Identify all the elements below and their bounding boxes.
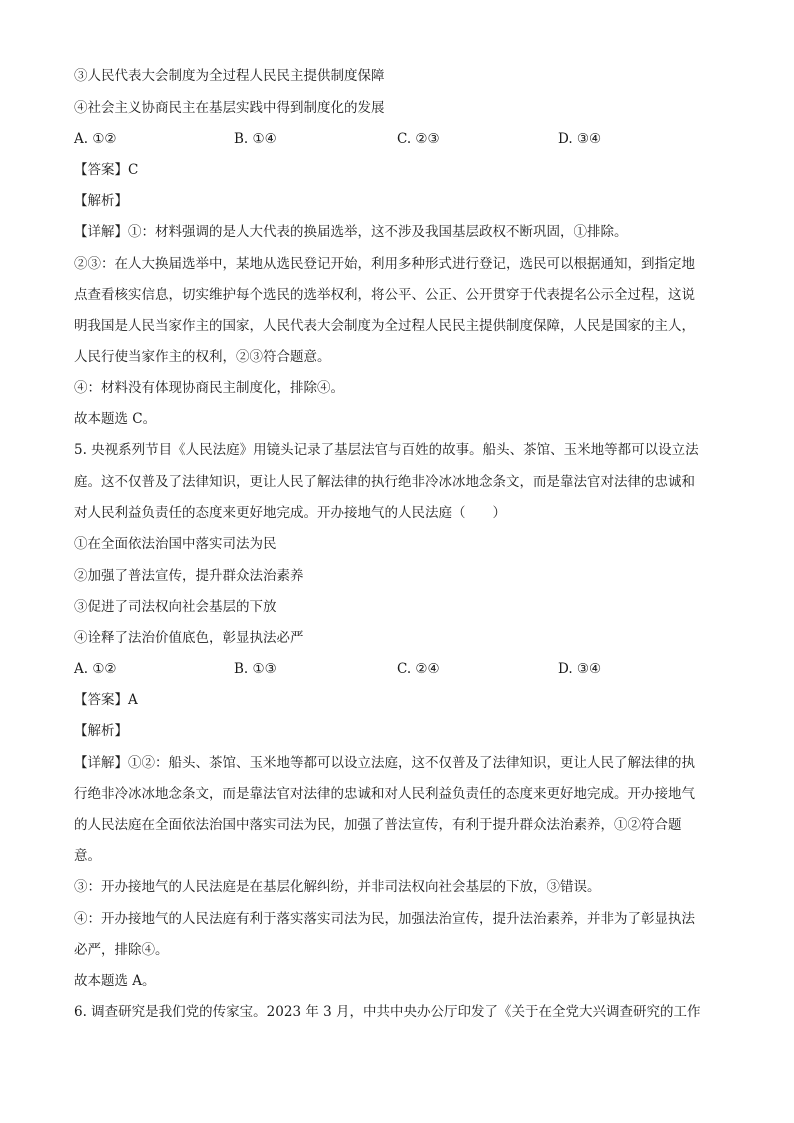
q5-conclusion: 故本题选 A。	[74, 973, 156, 989]
q4-detail-line: 明我国是人民当家作主的国家，人民代表大会制度为全过程人民民主提供制度保障，人民是国家的主人，	[74, 318, 695, 334]
q4-statement-4: ④社会主义协商民主在基层实践中得到制度化的发展	[74, 100, 385, 116]
q5-detail-line: ④：开办接地气的人民法庭有利于落实落实司法为民，加强法治宣传，提升法治素养，并非为了彰显执法	[74, 911, 695, 927]
q5-detail-line: 【详解】①②：船头、茶馆、玉米地等都可以设立法庭，这不仅普及了法律知识，更让人民了解法律的执	[74, 755, 695, 771]
q4-option-d: D. ③④	[558, 131, 602, 147]
q4-analysis-title: 【解析】	[74, 193, 128, 209]
q5-detail-line: 必严，排除④。	[74, 942, 169, 958]
q5-question-line: 5. 央视系列节目《人民法庭》用镜头记录了基层法官与百姓的故事。船头、茶馆、玉米地等都可以设立法	[74, 442, 699, 458]
q5-option-a: A. ①②	[74, 661, 117, 677]
q5-question-line: 对人民利益负责任的态度来更好地完成。开办接地气的人民法庭（ ）	[74, 505, 506, 521]
q5-statement-3: ③促进了司法权向社会基层的下放	[74, 599, 277, 615]
q4-detail-line: 人民行使当家作主的权利，②③符合题意。	[74, 349, 331, 365]
q4-detail-line: ②③：在人大换届选举中，某地从选民登记开始，利用多种形式进行登记，选民可以根据通知，到指定地	[74, 256, 695, 272]
q5-analysis-title: 【解析】	[74, 723, 128, 739]
q4-option-a: A. ①②	[74, 131, 117, 147]
q5-detail-line: 行绝非冷冰冰地念条文，而是靠法官对法律的忠诚和对人民利益负责任的态度来更好地完成。开办接地气	[74, 786, 695, 802]
q5-detail-line: 意。	[74, 848, 101, 864]
q4-option-b: B. ①④	[234, 131, 277, 147]
q4-detail-line: ④：材料没有体现协商民主制度化，排除④。	[74, 380, 344, 396]
q5-detail-line: 的人民法庭在全面依法治国中落实司法为民，加强了普法宣传，有利于提升群众法治素养，①②符合题	[74, 817, 682, 833]
q4-options	[74, 129, 724, 149]
q6-question-line: 6. 调查研究是我们党的传家宝。2023 年 3 月，中共中央办公厅印发了《关于在全党大兴调查研究的工作	[74, 1004, 701, 1020]
q5-statement-2: ②加强了普法宣传，提升群众法治素养	[74, 568, 304, 584]
q4-statement-3: ③人民代表大会制度为全过程人民民主提供制度保障	[74, 68, 385, 84]
q5-statement-1: ①在全面依法治国中落实司法为民	[74, 536, 277, 552]
q5-statement-4: ④诠释了法治价值底色，彰显执法必严	[74, 630, 304, 646]
q5-option-d: D. ③④	[558, 661, 602, 677]
q4-detail-line: 【详解】①：材料强调的是人大代表的换届选举，这不涉及我国基层政权不断巩固，①排除。	[74, 224, 628, 240]
q5-option-c: C. ②④	[397, 661, 440, 677]
q4-detail-line: 点查看核实信息，切实维护每个选民的选举权利，将公平、公正、公开贯穿于代表提名公示全过程，这说	[74, 287, 695, 303]
q5-options	[74, 659, 724, 679]
q4-conclusion: 故本题选 C。	[74, 411, 157, 427]
q4-option-c: C. ②③	[397, 131, 440, 147]
q5-answer: 【答案】A	[74, 692, 138, 708]
q5-question-line: 庭。这不仅普及了法律知识，更让人民了解法律的执行绝非冷冰冰地念条文，而是靠法官对法律的忠诚和	[74, 474, 695, 490]
q4-answer: 【答案】C	[74, 162, 139, 178]
q5-detail-line: ③：开办接地气的人民法庭是在基层化解纠纷，并非司法权向社会基层的下放，③错误。	[74, 879, 601, 895]
q5-option-b: B. ①③	[234, 661, 277, 677]
